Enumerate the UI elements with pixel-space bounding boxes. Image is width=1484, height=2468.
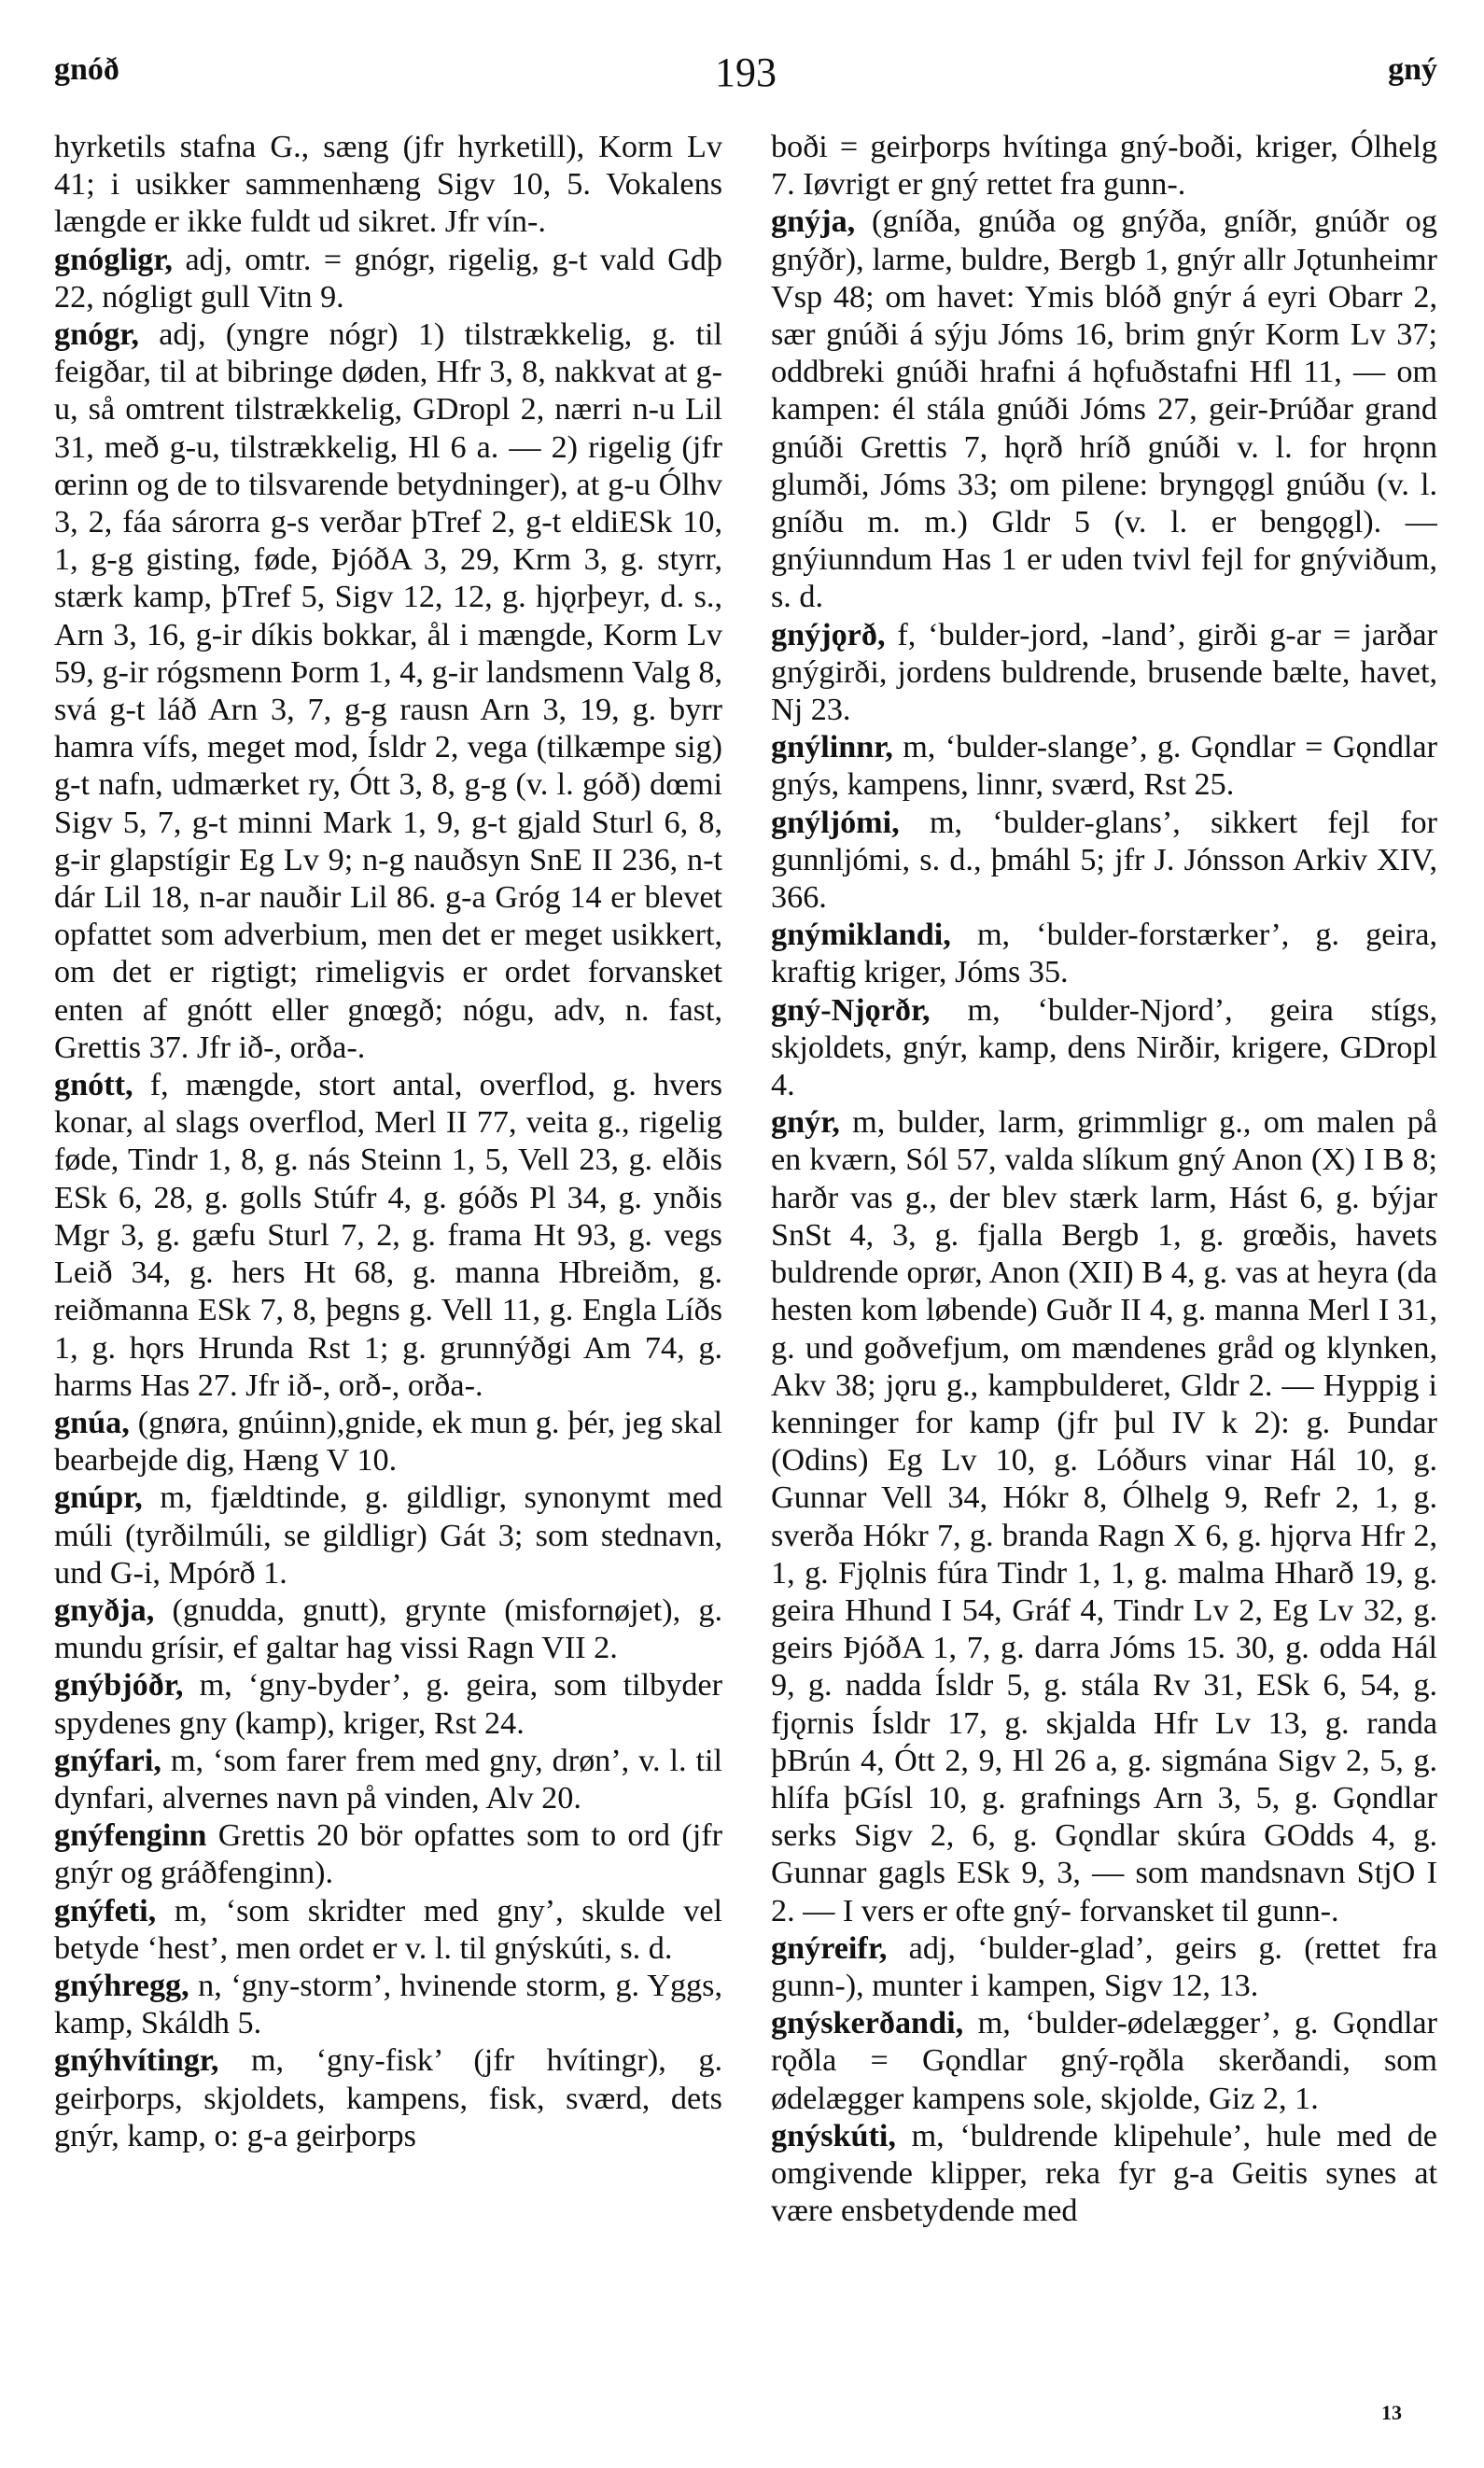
entry-definition: n, ‘gny-storm’, hvinende storm, g. Yggs, kamp, Skáldh 5.: [54, 1968, 722, 2041]
entry-definition: hyrketils stafna G., sæng (jfr hyrketill), Korm Lv 41; i usikker sammenhæng Sigv 10, 5. Vokalens længde er ikke fuldt ud sikret. Jfr vín-.: [54, 130, 722, 240]
entry-headword: gnýhvítingr,: [54, 2043, 219, 2079]
entry-definition: boði = geirþorps hvítinga gný-boði, kriger, Ólhelg 7. Iøvrigt er gný rettet fra gunn-.: [771, 130, 1437, 203]
dictionary-entry: [771, 129, 1437, 203]
right-column: [771, 129, 1437, 2360]
dictionary-entry: [54, 1743, 722, 1817]
head-right-guide-word: gný: [1388, 52, 1437, 87]
dictionary-entry: [54, 1479, 722, 1592]
dictionary-entry: [771, 992, 1437, 1105]
dictionary-entry: [771, 2005, 1437, 2118]
dictionary-entry: [54, 1893, 722, 1968]
dictionary-entry: [54, 1817, 722, 1892]
signature-mark: 13: [1381, 2401, 1402, 2424]
entry-definition: adj, (yngre nógr) 1) tilstrækkelig, g. til feigðar, til at bibringe døden, Hfr 3, 8, nakkvat at g-u, så omtrent tilstrækkelig, GDropl 2, nærri n-u Lil 31, með g-u, tilstrækkelig, Hl 6 a. — 2) rigelig (jfr œrinn og de to tilsvarende betydninger), at g-u Ólhv 3, 2, fáa sárorra g-s verðar þTref 2, g-t eldiESk 10, 1, g-g gisting, føde, ÞjóðA 3, 29, Krm 3, g. styrr, stærk kamp, þTref 5, Sigv 12, 12, g. hjǫrþeyr, d. s., Arn 3, 16, g-ir díkis bokkar, ål i mængde, Korm Lv 59, g-ir rógsmenn Þorm 1, 4, g-ir landsmenn Valg 8, svá g-t láð Arn 3, 7, g-g rausn Arn 3, 19, g. byrr hamra vífs, meget mod, Ísldr 2, vega (tilkæmpe sig) g-t nafn, udmærket ry, Ótt 3, 8, g-g (v. l. góð) dœmi Sigv 5, 7, g-t minni Mark 1, 9, g-t gjald Sturl 6, 8, g-ir glapstígir Eg Lv 9; n-g nauðsyn SnE II 236, n-t dár Lil 18, n-ar nauðir Lil 86. g-a Gróg 14 er blevet opfattet som adverbium, men det er meget usikkert, om det er rigtigt; rimeligvis er ordet forvansket enten af gnótt eller gnœgð; nógu, adv, n. fast, Grettis 37. Jfr ið-, orða-.: [54, 317, 722, 1065]
entry-headword: gnýmiklandi,: [771, 918, 951, 953]
entry-definition: m, ‘bulder-glans’, sikkert fejl for gunnljómi, s. d., þmáhl 5; jfr J. Jónsson Arkiv XIV, 366.: [771, 805, 1437, 916]
entry-headword: gnýhregg,: [54, 1968, 189, 2003]
entry-definition: f, ‘bulder-jord, -land’, girði g-ar = jarðar gnýgirði, jordens buldrende, brusende bælte, havet, Nj 23.: [771, 617, 1437, 728]
entry-definition: m, ‘buldrende klipehule’, hule med de omgivende klipper, reka fyr g-a Geitis synes at være ensbetydende med: [771, 2118, 1437, 2229]
left-column: [54, 129, 722, 2360]
entry-headword: gnýreifr,: [771, 1930, 888, 1966]
dictionary-entry: [54, 129, 722, 242]
dictionary-entry: [54, 2042, 722, 2155]
dictionary-entry: [54, 1667, 722, 1742]
entry-definition: adj, omtr. = gnógr, rigelig, g-t vald Gdþ 22, nógligt gull Vitn 9.: [54, 242, 722, 315]
entry-headword: gnýbjóðr,: [54, 1668, 184, 1704]
dictionary-entry: [54, 1405, 722, 1479]
entry-headword: gnótt,: [54, 1068, 133, 1103]
entry-definition: m, ‘bulder-Njord’, geira stígs, skjoldets, gnýr, kamp, dens Nirðir, krigere, GDropl 4.: [771, 992, 1437, 1103]
head-left-guide-word: gnóð: [54, 52, 119, 87]
entry-headword: gnýfeti,: [54, 1893, 157, 1928]
entry-definition: (gnudda, gnutt), grynte (misfornøjet), g. mundu grísir, ef galtar hag vissi Ragn VII 2.: [54, 1592, 722, 1666]
dictionary-entry: [54, 242, 722, 316]
dictionary-entry: [771, 805, 1437, 918]
dictionary-entry: [771, 729, 1437, 804]
entry-definition: m, bulder, larm, grimmligr g., om malen på en kværn, Sól 57, valda slíkum gný Anon (X) I B 8; harðr vas g., der blev stærk larm, Hást 6, g. býjar SnSt 4, 3, g. fjalla Bergb 1, g. grœðis, havets buldrende oprør, Anon (XII) B 4, g. vas at heyra (da hesten kom løbende) Guðr II 4, g. manna Merl I 31, g. und goðvefjum, om mændenes gråd og klynken, Akv 38; jǫru g., kampbulderet, Gldr 2. — Hyppig i kenninger for kamp (jfr þul IV k 2): g. Þundar (Odins) Eg Lv 10, g. Lóðurs vinar Hál 10, g. Gunnar Vell 34, Hókr 8, Ólhelg 9, Refr 2, 1, g. sverða Hókr 7, g. branda Ragn X 6, g. hjǫrva Hfr 2, 1, g. Fjǫlnis fúra Tindr 1, 1, g. malma Hharð 19, g. geira Hhund I 54, Gráf 4, Tindr Lv 2, Eg Lv 32, g. geirs ÞjóðA 1, 7, g. darra Jóms 15. 30, g. odda Hál 9, g. nadda Ísldr 5, g. stála Rv 31, ESk 6, 54, g. fjǫrnis Ísldr 17, g. skjalda Hfr Lv 13, g. randa þBrún 4, Ótt 2, 9, Hl 26 a, g. sigmána Sigv 2, 5, g. hlífa þGísl 10, g. grafnings Arn 3, 5, g. Gǫndlar serks Sigv 2, 6, g. Gǫndlar skúra GOdds 4, g. Gunnar gagls ESk 9, 3, — som mandsnavn StjO I 2. — I vers er ofte gný- forvansket til gunn-.: [771, 1105, 1437, 1928]
running-head: [54, 49, 1437, 105]
entry-headword: gnýr,: [771, 1105, 840, 1141]
entry-headword: gný-Njǫrðr,: [771, 992, 931, 1028]
entry-definition: m, ‘som farer frem med gny, drøn’, v. l. til dynfari, alvernes navn på vinden, Alv 20.: [54, 1743, 722, 1816]
entry-definition: m, ‘som skridter med gny’, skulde vel betyde ‘hest’, men ordet er v. l. til gnýskúti, s. d.: [54, 1893, 722, 1966]
entry-definition: (gníða, gnúða og gnýða, gníðr, gnúðr og gnýðr), larme, buldre, Bergb 1, gnýr allr Jǫtunheimr Vsp 48; om havet: Ymis blóð gnýr á eyri Obarr 2, sær gnúði á sýju Jóms 16, brim gnýr Korm Lv 37; oddbreki gnúði hrafni á hǫfuðstafni Hfl 11, — om kampen: él stála gnúði Jóms 27, geir-Þrúðar grand gnúði Grettis 7, hǫrð hríð gnúði v. l. for hrǫnn glumði, Jóms 33; om pilene: bryngǫgl gnúðu (v. l. gníðu m. m.) Gldr 5 (v. l. er bengǫgl). — gnýiunndum Has 1 er uden tvivl fejl for gnýviðum, s. d.: [771, 204, 1437, 615]
dictionary-entry: [54, 1592, 722, 1667]
dictionary-entry: [771, 1104, 1437, 1929]
dictionary-entry: [771, 617, 1437, 730]
dictionary-entry: [771, 2118, 1437, 2231]
dictionary-entry: [771, 1930, 1437, 2005]
entry-definition: m, fjældtinde, g. gildligr, synonymt med múli (tyrðilmúli, se gildligr) Gát 3; som stednavn, und G-i, Mpórð 1.: [54, 1480, 722, 1591]
entry-definition: f, mængde, stort antal, overflod, g. hvers konar, al slags overflod, Merl II 77, veita g., rigelig føde, Tindr 1, 8, g. nás Steinn 1, 5, Vell 23, g. elðis ESk 6, 28, g. golls Stúfr 4, g. góðs Pl 34, g. ynðis Mgr 3, g. gæfu Sturl 7, 2, g. frama Ht 93, g. vegs Leið 34, g. hers Ht 68, g. manna Hbreiðm, g. reiðmanna ESk 7, 8, þegns g. Vell 11, g. Engla Líðs 1, g. hǫrs Hrunda Rst 1; g. grunnýðgi Am 74, g. harms Has 27. Jfr ið-, orð-, orða-.: [54, 1068, 722, 1403]
entry-definition: (gnøra, gnúinn),gnide, ek mun g. þér, jeg skal bearbejde dig, Hæng V 10.: [54, 1405, 722, 1479]
entry-definition: m, ‘bulder-forstærker’, g. geira, kraftig kriger, Jóms 35.: [771, 918, 1437, 990]
dictionary-entry: [54, 1067, 722, 1405]
entry-headword: gnýfenginn: [54, 1818, 207, 1854]
entry-headword: gnýskerðandi,: [771, 2006, 964, 2041]
dictionary-entry: [771, 203, 1437, 616]
entry-headword: gnýskúti,: [771, 2118, 896, 2153]
entry-definition: m, ‘gny-fisk’ (jfr hvítingr), g. geirþorps, skjoldets, kampens, fisk, sværd, dets gnýr, kamp, o: g-a geirþorps: [54, 2043, 722, 2153]
entry-headword: gnýfari,: [54, 1743, 161, 1778]
entry-definition: adj, ‘bulder-glad’, geirs g. (rettet fra gunn-), munter i kampen, Sigv 12, 13.: [771, 1930, 1437, 2003]
entry-headword: gnýljómi,: [771, 805, 900, 840]
dictionary-entry: [54, 316, 722, 1067]
entry-headword: gnógr,: [54, 317, 139, 353]
entry-headword: gnýjǫrð,: [771, 617, 886, 652]
entry-definition: m, ‘bulder-slange’, g. Gǫndlar = Gǫndlar gnýs, kampens, linnr, sværd, Rst 25.: [771, 730, 1437, 803]
dictionary-entry: [54, 1968, 722, 2042]
entry-headword: gnúpr,: [54, 1480, 143, 1516]
entry-definition: m, ‘gny-byder’, g. geira, som tilbyder spydenes gny (kamp), kriger, Rst 24.: [54, 1668, 722, 1741]
entry-definition: Grettis 20 bör opfattes som to ord (jfr gnýr og gráðfenginn).: [54, 1818, 722, 1891]
entry-headword: gnyðja,: [54, 1592, 155, 1628]
dictionary-entry: [771, 917, 1437, 991]
entry-headword: gnógligr,: [54, 242, 173, 277]
entry-headword: gnýlinnr,: [771, 730, 893, 765]
page-number: 193: [715, 49, 777, 95]
entry-definition: m, ‘bulder-ødelægger’, g. Gǫndlar rǫðla = Gǫndlar gný-rǫðla skerðandi, som ødelægger kampens sole, skjolde, Giz 2, 1.: [771, 2006, 1437, 2116]
entry-headword: gnýja,: [771, 204, 856, 240]
entry-headword: gnúa,: [54, 1405, 130, 1440]
